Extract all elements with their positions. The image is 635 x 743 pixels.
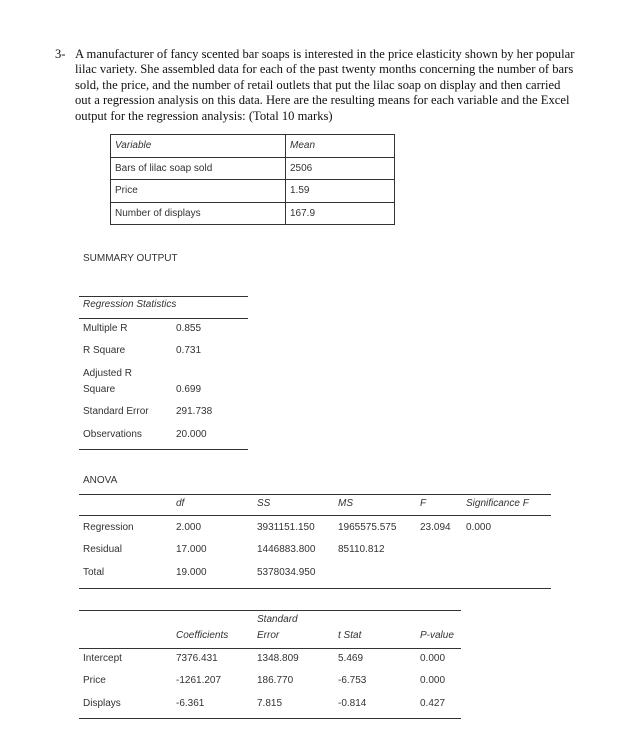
coef-value: -1261.207 — [176, 675, 222, 686]
reg-stat-value: 0.855 — [176, 323, 202, 334]
coef-bottom-rule — [79, 718, 461, 719]
coef-row-label: Displays — [83, 698, 121, 709]
anova-bottom-rule — [79, 588, 551, 589]
means-value: 2506 — [286, 157, 395, 180]
coef-header-se-line1: Standard — [257, 614, 298, 625]
anova-row-label: Total — [83, 567, 105, 578]
anova-header-ss: SS — [257, 498, 271, 509]
means-row — [111, 202, 395, 225]
means-header-variable: Variable — [111, 135, 286, 158]
anova-header-f: F — [420, 498, 427, 509]
coef-p-value: 0.427 — [420, 698, 446, 709]
reg-stat-label: R Square — [83, 345, 126, 356]
reg-stats-top-rule — [79, 296, 248, 297]
anova-ss: 3931151.150 — [257, 522, 315, 533]
anova-f: 23.094 — [420, 522, 451, 533]
means-header-row — [111, 135, 395, 158]
means-row — [111, 180, 395, 203]
coef-header-coefficients: Coefficients — [176, 630, 229, 641]
coef-header-t-stat: t Stat — [338, 630, 362, 641]
reg-stat-value: 0.699 — [176, 384, 202, 395]
coef-header-rule — [79, 648, 461, 649]
reg-stat-value: 291.738 — [176, 406, 213, 417]
means-value: 1.59 — [286, 180, 395, 203]
question-number: 3- — [55, 47, 66, 61]
reg-stat-value: 0.731 — [176, 345, 202, 356]
reg-stats-title: Regression Statistics — [83, 299, 177, 310]
means-table — [110, 134, 395, 225]
reg-stat-label: Observations — [83, 429, 142, 440]
anova-df: 19.000 — [176, 567, 207, 578]
coef-p-value: 0.000 — [420, 653, 446, 664]
reg-stats-header-rule — [79, 318, 248, 319]
anova-df: 17.000 — [176, 544, 207, 555]
reg-stat-value: 20.000 — [176, 429, 207, 440]
anova-header-ms: MS — [338, 498, 353, 509]
reg-stat-label: Multiple R — [83, 323, 128, 334]
anova-top-rule — [79, 494, 551, 495]
means-header-mean: Mean — [286, 135, 395, 158]
means-variable: Bars of lilac soap sold — [111, 157, 286, 180]
coef-row-label: Price — [83, 675, 106, 686]
coef-standard-error: 186.770 — [257, 675, 294, 686]
coef-t-stat: -6.753 — [338, 675, 367, 686]
summary-title: SUMMARY OUTPUT — [83, 253, 178, 264]
anova-row-label: Residual — [83, 544, 122, 555]
coef-top-rule — [79, 610, 461, 611]
question-paragraph — [55, 47, 575, 124]
anova-header-df: df — [176, 498, 185, 509]
coef-t-stat: -0.814 — [338, 698, 367, 709]
anova-ss: 5378034.950 — [257, 567, 316, 578]
coef-value: 7376.431 — [176, 653, 218, 664]
coef-standard-error: 7.815 — [257, 698, 283, 709]
anova-title: ANOVA — [83, 475, 118, 486]
question-text: A manufacturer of fancy scented bar soaps is interested in the price elasticity shown by her popular lilac variety. She assembled data for each of the past twenty months concerning the number of bars sold, the price, and the number of retail outlets that put the lilac soap on display and then carried out a regression analysis on this data. Here are the resulting means for each variable and the Excel output for the regression analysis: (Total 10 marks) — [75, 47, 575, 123]
means-variable: Price — [111, 180, 286, 203]
coef-row-label: Intercept — [83, 653, 122, 664]
anova-df: 2.000 — [176, 522, 202, 533]
coef-value: -6.361 — [176, 698, 205, 709]
reg-stat-label: Adjusted R — [83, 368, 132, 379]
means-row — [111, 157, 395, 180]
anova-header-significance-f: Significance F — [466, 498, 529, 509]
reg-stat-label: Standard Error — [83, 406, 149, 417]
anova-row-label: Regression — [83, 522, 134, 533]
coef-t-stat: 5.469 — [338, 653, 364, 664]
reg-stat-label-line2: Square — [83, 384, 116, 395]
coef-header-se-line2: Error — [257, 630, 280, 641]
coef-header-p-value: P-value — [420, 630, 454, 641]
coef-standard-error: 1348.809 — [257, 653, 299, 664]
anova-ms: 85110.812 — [338, 544, 385, 555]
anova-ss: 1446883.800 — [257, 544, 316, 555]
anova-significance-f: 0.000 — [466, 522, 492, 533]
reg-stats-bottom-rule — [79, 449, 248, 450]
coef-p-value: 0.000 — [420, 675, 446, 686]
means-variable: Number of displays — [111, 202, 286, 225]
anova-header-rule — [79, 515, 551, 516]
means-value: 167.9 — [286, 202, 395, 225]
anova-ms: 1965575.575 — [338, 522, 397, 533]
